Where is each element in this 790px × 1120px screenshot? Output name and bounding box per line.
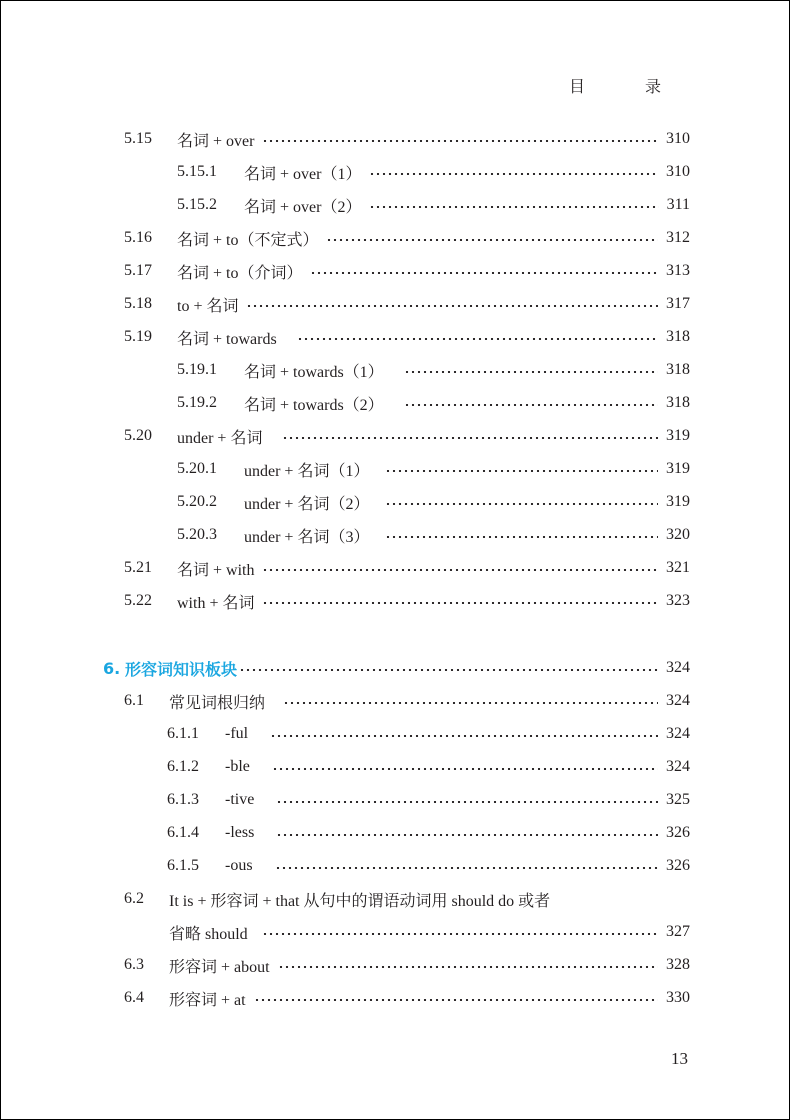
- entry-page: 318: [666, 394, 690, 411]
- leader-dots: [326, 239, 658, 241]
- entry-title-continuation: 省略 should: [169, 925, 248, 943]
- chapter-title: 形容词知识板块: [125, 659, 238, 679]
- entry-number: 5.19.1: [177, 361, 217, 378]
- leader-dots: [385, 536, 658, 538]
- entry-title: under + 名词（3）: [244, 528, 370, 546]
- entry-page: 310: [666, 163, 690, 180]
- leader-dots: [282, 437, 658, 439]
- toc-entry[interactable]: [124, 124, 690, 154]
- leader-dots: [262, 569, 658, 571]
- leader-dots: [283, 702, 658, 704]
- entry-title: 名词 + over（1）: [244, 165, 362, 183]
- entry-number: 6.1.1: [167, 725, 199, 742]
- entry-number: 5.17: [124, 262, 152, 279]
- leader-dots: [254, 999, 658, 1001]
- entry-title: -ful: [225, 725, 249, 742]
- entry-number: 6.1.5: [167, 857, 199, 874]
- entry-title: -ous: [225, 857, 253, 874]
- leader-dots: [404, 404, 658, 406]
- leader-dots: [276, 801, 658, 803]
- toc-entry[interactable]: [167, 851, 690, 881]
- toc-entry[interactable]: [177, 454, 690, 484]
- leader-dots: [310, 272, 658, 274]
- entry-page: 318: [666, 328, 690, 345]
- entry-page: 310: [666, 130, 690, 147]
- entry-page: 324: [666, 692, 690, 709]
- entry-page: 320: [666, 526, 690, 543]
- toc-entry[interactable]: [167, 752, 690, 782]
- entry-number: 5.20.1: [177, 460, 217, 477]
- entry-number: 5.22: [124, 592, 152, 609]
- entry-number: 5.21: [124, 559, 152, 576]
- leader-dots: [262, 140, 658, 142]
- entry-page: 324: [666, 659, 690, 676]
- entry-title: It is + 形容词 + that 从句中的谓语动词用 should do 或者: [169, 892, 551, 910]
- toc-entry[interactable]: [124, 553, 690, 583]
- leader-dots: [275, 867, 658, 869]
- entry-number: 5.19: [124, 328, 152, 345]
- entry-title: 名词 + to（介词）: [177, 264, 303, 282]
- entry-title: under + 名词: [177, 429, 263, 447]
- toc-entry[interactable]: [167, 818, 690, 848]
- entry-number: 5.18: [124, 295, 152, 312]
- leader-dots: [239, 669, 658, 671]
- leader-dots: [385, 470, 658, 472]
- toc-entry[interactable]: [167, 785, 690, 815]
- entry-page: 319: [666, 427, 690, 444]
- entry-title: 名词 + to（不定式）: [177, 231, 319, 249]
- entry-title: 名词 + over: [177, 132, 255, 150]
- entry-number: 5.15.1: [177, 163, 217, 180]
- entry-page: 325: [666, 791, 690, 808]
- entry-page: 327: [666, 923, 690, 940]
- entry-title: -ble: [225, 758, 250, 775]
- entry-page: 326: [666, 857, 690, 874]
- entry-number: 5.20.2: [177, 493, 217, 510]
- entry-title: 形容词 + about: [169, 958, 270, 976]
- entry-number: 6.1: [124, 692, 144, 709]
- toc-entry[interactable]: [177, 157, 690, 187]
- entry-number: 5.15: [124, 130, 152, 147]
- toc-entry[interactable]: [177, 520, 690, 550]
- entry-number: 5.19.2: [177, 394, 217, 411]
- chapter-heading[interactable]: [103, 653, 690, 683]
- entry-title: 名词 + towards（2）: [244, 396, 384, 414]
- toc-entry-continuation[interactable]: [169, 917, 690, 947]
- entry-title: to + 名词: [177, 297, 239, 315]
- entry-page: 318: [666, 361, 690, 378]
- entry-number: 6.4: [124, 989, 144, 1006]
- entry-number: 6.3: [124, 956, 144, 973]
- running-head: 目 录: [568, 79, 689, 96]
- entry-page: 319: [666, 493, 690, 510]
- toc-entry[interactable]: [177, 190, 690, 220]
- leader-dots: [297, 338, 658, 340]
- entry-page: 311: [666, 196, 690, 213]
- entry-title: under + 名词（1）: [244, 462, 370, 480]
- entry-number: 6.1.2: [167, 758, 199, 775]
- toc-entry[interactable]: [124, 950, 690, 980]
- entry-page: 324: [666, 758, 690, 775]
- toc-entry[interactable]: [177, 388, 690, 418]
- entry-page: 324: [666, 725, 690, 742]
- toc-entry[interactable]: [124, 256, 690, 286]
- entry-number: 5.20: [124, 427, 152, 444]
- entry-number: 6.2: [124, 890, 144, 907]
- entry-page: 323: [666, 592, 690, 609]
- toc-entry[interactable]: [124, 686, 690, 716]
- leader-dots: [272, 768, 658, 770]
- entry-number: 5.15.2: [177, 196, 217, 213]
- entry-page: 326: [666, 824, 690, 841]
- leader-dots: [385, 503, 658, 505]
- entry-page: 328: [666, 956, 690, 973]
- toc-entry[interactable]: [124, 289, 690, 319]
- leader-dots: [276, 834, 658, 836]
- entry-number: 5.20.3: [177, 526, 217, 543]
- entry-page: 321: [666, 559, 690, 576]
- leader-dots: [278, 966, 658, 968]
- toc-entry[interactable]: [124, 586, 690, 616]
- entry-title: 名词 + towards: [177, 330, 277, 348]
- toc-entry[interactable]: [177, 355, 690, 385]
- toc-entry[interactable]: [124, 322, 690, 352]
- entry-page: 330: [666, 989, 690, 1006]
- entry-page: 313: [666, 262, 690, 279]
- entry-page: 319: [666, 460, 690, 477]
- entry-title: with + 名词: [177, 594, 255, 612]
- leader-dots: [270, 735, 658, 737]
- entry-title: 名词 + with: [177, 561, 255, 579]
- leader-dots: [404, 371, 658, 373]
- entry-title: under + 名词（2）: [244, 495, 370, 513]
- leader-dots: [369, 173, 658, 175]
- toc-entry[interactable]: [124, 223, 690, 253]
- entry-page: 317: [666, 295, 690, 312]
- toc-entry[interactable]: [124, 421, 690, 451]
- entry-title: -tive: [225, 791, 255, 808]
- entry-number: 6.1.3: [167, 791, 199, 808]
- entry-title: 形容词 + at: [169, 991, 246, 1009]
- entry-title: 常见词根归纳: [169, 694, 266, 712]
- leader-dots: [246, 305, 658, 307]
- page-number: 13: [671, 1049, 688, 1068]
- chapter-number: 6.: [103, 658, 121, 678]
- entry-title: -less: [225, 824, 255, 841]
- entry-number: 6.1.4: [167, 824, 199, 841]
- leader-dots: [262, 933, 658, 935]
- toc-entry[interactable]: [124, 884, 690, 914]
- leader-dots: [262, 602, 658, 604]
- toc-entry[interactable]: [124, 983, 690, 1013]
- entry-page: 312: [666, 229, 690, 246]
- entry-number: 5.16: [124, 229, 152, 246]
- toc-entry[interactable]: [167, 719, 690, 749]
- entry-title: 名词 + over（2）: [244, 198, 362, 216]
- entry-title: 名词 + towards（1）: [244, 363, 384, 381]
- toc-entry[interactable]: [177, 487, 690, 517]
- leader-dots: [369, 206, 658, 208]
